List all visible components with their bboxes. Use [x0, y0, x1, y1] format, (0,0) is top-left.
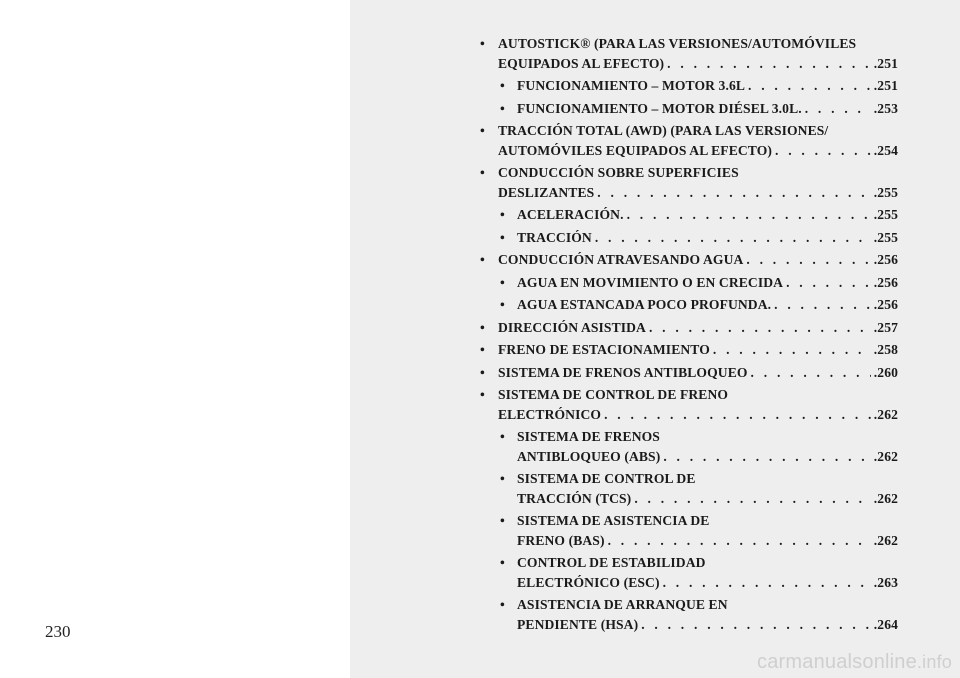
toc-entry[interactable] — [478, 385, 898, 424]
toc-entry[interactable] — [478, 340, 898, 360]
toc-entry-title: CONDUCCIÓN SOBRE SUPERFICIES — [498, 165, 739, 180]
toc-entry-page: .264 — [873, 616, 898, 632]
toc-entry-page: .256 — [873, 274, 898, 290]
toc-entry-page: .256 — [873, 252, 898, 267]
toc-entry-page: .262 — [873, 532, 898, 548]
bullet-icon: • — [480, 165, 485, 180]
toc-entry-title: DESLIZANTES — [498, 184, 595, 200]
toc-entry-page: .262 — [873, 490, 898, 506]
dot-leader — [649, 318, 871, 338]
toc-entry-title: AGUA ESTANCADA POCO PROFUNDA. — [517, 297, 772, 312]
toc-entry[interactable] — [478, 363, 898, 383]
toc-entry[interactable] — [478, 511, 898, 550]
dot-leader — [604, 405, 871, 425]
toc-entry-page: .260 — [873, 364, 898, 380]
toc-entry[interactable] — [478, 427, 898, 466]
toc-entry-title: ELECTRÓNICO — [498, 406, 602, 422]
toc-entry-title: CONDUCCIÓN ATRAVESANDO AGUA — [498, 252, 744, 267]
bullet-icon: • — [500, 597, 505, 612]
toc-entry-page: .262 — [873, 448, 898, 464]
dot-leader — [641, 615, 871, 635]
toc-entry[interactable] — [478, 163, 898, 202]
bullet-icon: • — [500, 555, 505, 570]
table-of-contents — [478, 34, 898, 637]
bullet-icon: • — [500, 100, 505, 116]
dot-leader — [608, 531, 871, 551]
bullet-icon: • — [480, 364, 485, 380]
toc-entry-title: AUTOMÓVILES EQUIPADOS AL EFECTO) — [498, 142, 772, 158]
toc-entry-title: ACELERACIÓN. — [517, 207, 624, 222]
dot-leader — [775, 141, 871, 161]
bullet-icon: • — [500, 78, 505, 93]
toc-entry-title: SISTEMA DE FRENOS ANTIBLOQUEO — [498, 364, 748, 380]
bullet-icon: • — [500, 513, 505, 528]
toc-entry-page: .263 — [873, 574, 898, 590]
toc-entry-title: TRACCIÓN (TCS) — [517, 490, 632, 506]
toc-entry-title: AUTOSTICK® (PARA LAS VERSIONES/AUTOMÓVILES — [498, 36, 857, 51]
toc-entry[interactable] — [478, 99, 898, 119]
dot-leader — [634, 489, 870, 509]
watermark — [757, 651, 952, 674]
bullet-icon: • — [480, 319, 485, 335]
toc-entry-page: .254 — [873, 142, 898, 158]
toc-entry-title: PENDIENTE (HSA) — [517, 616, 639, 632]
bullet-icon: • — [480, 252, 485, 267]
toc-entry-title: TRACCIÓN TOTAL (AWD) (PARA LAS VERSIONES/ — [498, 123, 829, 138]
bullet-icon: • — [500, 207, 505, 222]
bullet-icon: • — [500, 274, 505, 290]
toc-entry-title: SISTEMA DE CONTROL DE — [517, 471, 696, 486]
toc-entry-title: ELECTRÓNICO (ESC) — [517, 574, 660, 590]
toc-entry-page: .251 — [873, 78, 898, 93]
dot-leader — [786, 273, 871, 293]
toc-entry-title: SISTEMA DE CONTROL DE FRENO — [498, 387, 729, 402]
bullet-icon: • — [500, 297, 505, 312]
dot-leader — [713, 340, 871, 360]
dot-leader — [597, 183, 871, 203]
toc-entry[interactable] — [478, 121, 898, 160]
toc-entry-title: FRENO DE ESTACIONAMIENTO — [498, 342, 710, 357]
toc-entry-title: AGUA EN MOVIMIENTO O EN CRECIDA — [517, 274, 784, 290]
toc-entry[interactable] — [478, 318, 898, 338]
dot-leader — [667, 54, 871, 74]
toc-entry-title: SISTEMA DE ASISTENCIA DE — [517, 513, 710, 528]
toc-entry-title: FRENO (BAS) — [517, 532, 605, 548]
dot-leader — [805, 99, 871, 119]
toc-entry-page: .257 — [873, 319, 898, 335]
dot-leader — [746, 250, 870, 270]
toc-entry[interactable] — [478, 595, 898, 634]
watermark-text: carmanualsonline — [757, 651, 917, 673]
toc-entry-title: EQUIPADOS AL EFECTO) — [498, 55, 665, 71]
toc-entry-title: CONTROL DE ESTABILIDAD — [517, 555, 706, 570]
toc-entry-page: .251 — [873, 55, 898, 71]
dot-leader — [627, 205, 871, 225]
page-number: 230 — [45, 622, 71, 641]
bullet-icon: • — [500, 229, 505, 245]
bullet-icon: • — [480, 342, 485, 357]
bullet-icon: • — [480, 36, 485, 51]
toc-entry[interactable] — [478, 76, 898, 96]
toc-entry[interactable] — [478, 295, 898, 315]
bullet-icon: • — [480, 123, 485, 138]
toc-entry-title: FUNCIONAMIENTO – MOTOR 3.6L — [517, 78, 746, 93]
toc-entry[interactable] — [478, 553, 898, 592]
toc-entry-title: DIRECCIÓN ASISTIDA — [498, 319, 646, 335]
toc-entry-page: .253 — [873, 100, 898, 116]
toc-entry[interactable] — [478, 34, 898, 73]
toc-entry-page: .255 — [873, 207, 898, 222]
toc-entry-title: TRACCIÓN — [517, 229, 592, 245]
bullet-icon: • — [480, 387, 485, 402]
dot-leader — [663, 447, 870, 467]
toc-entry-title: ANTIBLOQUEO (ABS) — [517, 448, 661, 464]
toc-entry-page: .256 — [873, 297, 898, 312]
dot-leader — [748, 76, 871, 96]
toc-entry-title: SISTEMA DE FRENOS — [517, 429, 660, 444]
toc-entry-page: .255 — [873, 184, 898, 200]
toc-entry[interactable] — [478, 205, 898, 225]
toc-entry[interactable] — [478, 273, 898, 293]
dot-leader — [663, 573, 871, 593]
dot-leader — [595, 228, 871, 248]
toc-entry-title: ASISTENCIA DE ARRANQUE EN — [517, 597, 728, 612]
toc-entry-page: .258 — [873, 342, 898, 357]
dot-leader — [774, 295, 871, 315]
toc-entry-page: .255 — [873, 229, 898, 245]
bullet-icon: • — [500, 429, 505, 444]
toc-entry[interactable] — [478, 250, 898, 270]
toc-entry-page: .262 — [873, 406, 898, 422]
watermark-tld: .info — [916, 652, 952, 672]
dot-leader — [751, 363, 871, 383]
bullet-icon: • — [500, 471, 505, 486]
toc-entry[interactable] — [478, 469, 898, 508]
toc-entry-title: FUNCIONAMIENTO – MOTOR DIÉSEL 3.0L. — [517, 100, 802, 116]
toc-entry[interactable] — [478, 228, 898, 248]
